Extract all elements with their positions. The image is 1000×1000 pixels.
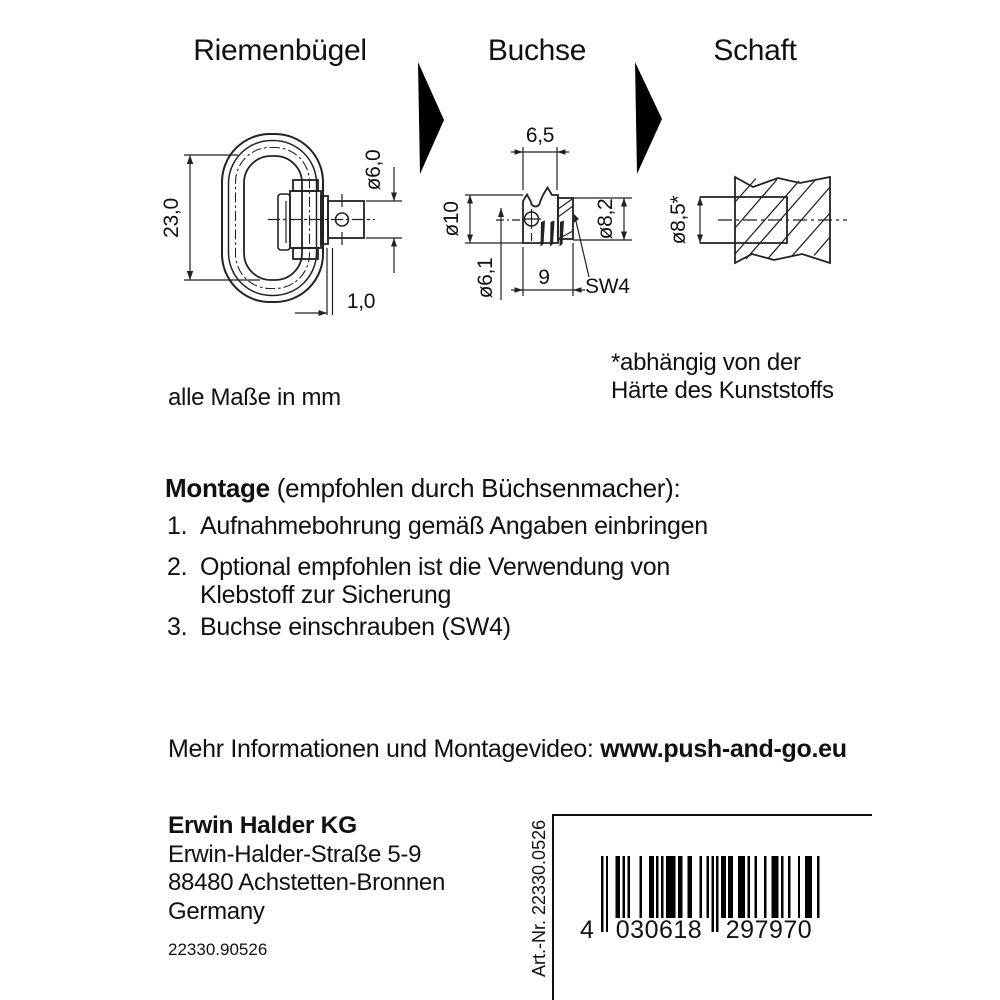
website-url: www.push-and-go.eu: [600, 735, 847, 763]
address-line: Germany: [168, 897, 265, 925]
step-label-buchse: Buchse: [487, 34, 587, 67]
step-number: 3.: [167, 613, 188, 641]
address-line: Erwin-Halder-Straße 5-9: [168, 840, 422, 868]
footnote-line: Härte des Kunststoffs: [611, 377, 834, 404]
step-label-schaft: Schaft: [713, 34, 797, 67]
doc-code: 22330.90526: [168, 940, 268, 959]
step-text-line: Optional empfohlen ist die Verwendung von: [200, 553, 670, 581]
art-nr-vertical: Art.-Nr. 22330.0526: [529, 819, 549, 977]
dim-label-ring-length: 23,0: [160, 198, 183, 238]
address-line: 88480 Achstetten-Bronnen: [168, 869, 446, 896]
label-border-left: [552, 814, 554, 1000]
footnote-line: *abhängig von der: [611, 349, 801, 376]
montage-step-2: [167, 553, 670, 609]
dim-label-pilot-diameter: ø6,1: [474, 257, 497, 299]
dim-label-hex-size: SW4: [585, 275, 630, 298]
schaft-drawing: [660, 140, 860, 300]
barcode-digit-group-right: 297970: [725, 916, 813, 944]
info-line: [168, 735, 847, 764]
barcode-digit-first: 4: [580, 916, 595, 944]
montage-heading: [165, 473, 680, 504]
step-label-riemenbuegel: Riemenbügel: [193, 34, 367, 67]
company-name: Erwin Halder KG: [168, 812, 357, 839]
riemenbuegel-drawing: [160, 115, 450, 345]
address-block: [168, 812, 445, 926]
step-text: [200, 553, 670, 609]
montage-step-3: [167, 613, 511, 641]
dim-label-core-diameter: ø8,2: [594, 198, 617, 240]
montage-heading-bold: Montage: [165, 473, 270, 503]
step-text-line: Klebstoff zur Sicherung: [200, 581, 452, 609]
units-note: alle Maße in mm: [168, 384, 341, 411]
step-number: 1.: [167, 512, 188, 540]
dim-label-outer-diameter: ø10: [440, 201, 463, 237]
label-border-top: [552, 814, 872, 816]
step-text: Aufnahmebohrung gemäß Angaben einbringen: [200, 512, 708, 540]
dim-label-bore-diameter: ø8,5*: [667, 195, 690, 245]
dim-label-pin-diameter: ø6,0: [362, 149, 385, 191]
buchse-drawing: [440, 110, 660, 310]
dim-label-thread-length: 9: [538, 266, 550, 289]
footnote: [611, 349, 834, 405]
step-text: Buchse einschrauben (SW4): [200, 613, 511, 641]
barcode-digit-group-left: 030618: [615, 916, 703, 944]
montage-step-1: [167, 512, 708, 540]
step-number: 2.: [167, 553, 188, 581]
dim-label-head-width: 6,5: [525, 124, 555, 147]
montage-heading-rest: (empfohlen durch Büchsenmacher):: [269, 473, 681, 503]
dim-label-flange-thickness: 1,0: [346, 290, 376, 313]
info-line-prefix: Mehr Informationen und Montagevideo:: [168, 735, 601, 763]
